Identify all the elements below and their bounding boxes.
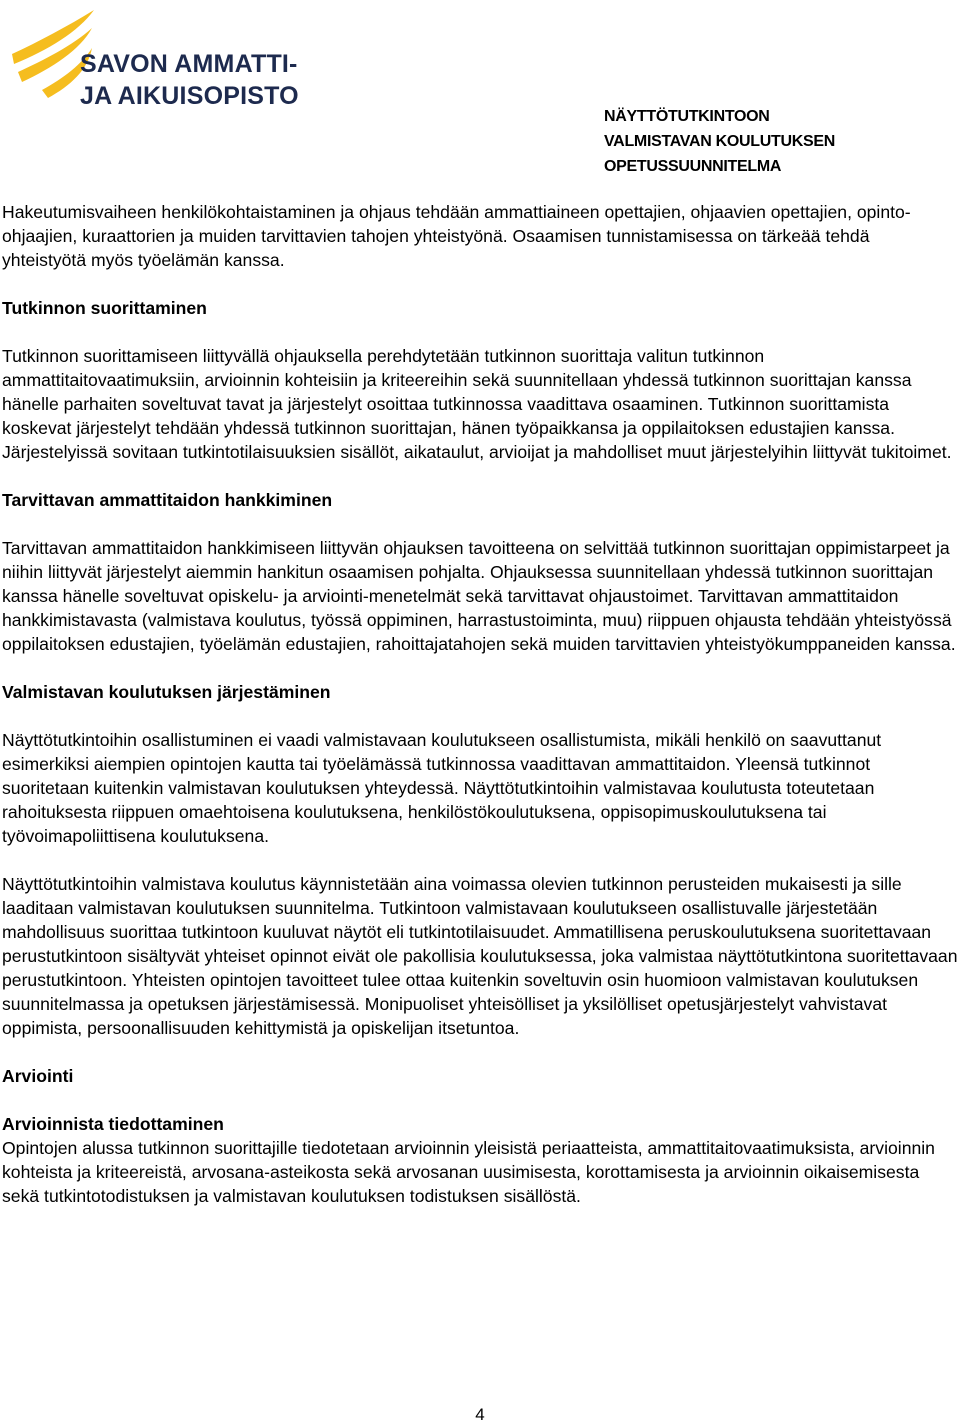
paragraph-arvioinnista-tiedottaminen: Opintojen alussa tutkinnon suorittajille tiedotetaan arvioinnin yleisistä periaatteista, ammattitaitovaatimuksista, arvioinnin kohteista ja kriteereistä, arvosana-asteikosta sekä arvosanan uusimisesta, korottamisesta ja arvioinnin oikaisemisesta sekä tutkintotodistuksen ja valmistavan koulutuksen todistuksen sisällöstä. [2, 1138, 935, 1206]
document-type-heading [604, 104, 944, 179]
logo-text-line1: SAVON AMMATTI- [80, 50, 298, 78]
paragraph-ammattitaidon-hankkiminen: Tarvittavan ammattitaidon hankkimiseen liittyvän ohjauksen tavoitteena on selvittää tutkinnon suorittajan oppimistarpeet ja niihin liittyvät järjestelyt aiemmin hankitun osaamisen pohjalta. Ohjauksessa suunnitellaan yhdessä tutkinnon suorittajan kanssa hänelle soveltuvat opiskelu- ja arviointi-menetelmät sekä tarvittavat ohjaustoimet. Tarvittavan ammattitaidon hankkimistavasta (valmistava koulutus, työssä oppiminen, harrastustoiminta, muu) riippuen ohjausta tehdään yhteistyössä oppilaitoksen edustajien, työelämän edustajien, rahoittajatahojen sekä muiden tarvittavien yhteistyökumppaneiden kanssa. [2, 538, 956, 654]
intro-paragraph: Hakeutumisvaiheen henkilökohtaistaminen ja ohjaus tehdään ammattiaineen opettajien, ohjaavien opettajien, opinto-ohjaajien, kuraattorien ja muiden tarvittavien tahojen yhteistyönä. Osaamisen tunnistamisessa on tärkeää tehdä yhteistyötä myös työelämän kanssa. [2, 202, 911, 270]
paragraph-valmistava-koulutus-1: Näyttötutkintoihin osallistuminen ei vaadi valmistavaan koulutukseen osallistumista, mikäli henkilö on saavuttanut esimerkiksi aiempien opintojen kautta tai työelämässä tutkinnossa vaadittavan ammattitaidon. Yleensä tutkinnot suoritetaan kuitenkin valmistavan koulutuksen yhteydessä. Näyttötutkintoihin valmistavaa koulutusta toteutetaan rahoituksesta riippuen omaehtoisena koulutuksena, henkilöstökoulutuksena, oppisopimuskoulutuksena tai työvoimapoliittisena koulutuksena. [2, 730, 882, 846]
section-heading-tutkinnon-suorittaminen: Tutkinnon suorittaminen [2, 298, 207, 318]
document-type-line3: OPETUSSUUNNITELMA [604, 158, 782, 175]
paragraph-valmistava-koulutus-2: Näyttötutkintoihin valmistava koulutus käynnistetään aina voimassa olevien tutkinnon perusteiden mukaisesti ja sille laaditaan valmistavan koulutuksen suunnitelma. Tutkintoon valmistavaan koulutukseen osallistuvalle järjestetään mahdollisuus suorittaa tutkintoon kuuluvat näytöt eli tutkintotilaisuudet. Ammatillisena peruskoulutuksena suoritettavaan perustutkintoon sisältyvät yhteiset opinnot eivät ole pakollisia koulutuksessa, joka valmistaa näyttötutkintona suoritettavaan perustutkintoon. Yhteisten opintojen tavoitteet tulee ottaa kuitenkin soveltuvin osin huomioon valmistavan koulutuksen suunnitelmassa ja opetuksen järjestämisessä. Monipuoliset yhteisölliset ja yksilölliset opetusjärjestelyt vahvistavat oppimista, persoonallisuuden kehittymistä ja opiskelijan itsetuntoa. [2, 874, 958, 1038]
organization-logo [8, 8, 348, 118]
document-type-line2: VALMISTAVAN KOULUTUKSEN [604, 133, 836, 150]
section-heading-valmistavan-koulutuksen-jarjestaminen: Valmistavan koulutuksen järjestäminen [2, 682, 331, 702]
logo-text-line2: JA AIKUISOPISTO [80, 82, 299, 110]
section-heading-ammattitaidon-hankkiminen: Tarvittavan ammattitaidon hankkiminen [2, 490, 333, 510]
paragraph-tutkinnon-suorittaminen: Tutkinnon suorittamiseen liittyvällä ohjauksella perehdytetään tutkinnon suorittaja valitun tutkinnon ammattitaitovaatimuksiin, arvioinnin kohteisiin ja kriteereihin sekä suunnitellaan yhdessä tutkinnon suorittajan kanssa hänelle parhaiten soveltuvat tavat ja järjestelyt osoittaa tutkinnossa vaadittava osaaminen. Tutkinnon suorittamista koskevat järjestelyt tehdään yhdessä tutkinnon suorittajan, hänen työpaikkansa ja oppilaitoksen edustajien kanssa. Järjestelyissä sovitaan tutkintotilaisuuksien sisällöt, aikataulut, arvioijat ja mahdolliset muut järjestelyihin liittyvät tukitoimet. [2, 346, 952, 462]
document-body [2, 200, 958, 1208]
section-heading-arvioinnista-tiedottaminen: Arvioinnista tiedottaminen [2, 1114, 224, 1134]
section-heading-arviointi: Arviointi [2, 1066, 74, 1086]
page-number: 4 [475, 1405, 485, 1424]
document-type-line1: NÄYTTÖTUTKINTOON [604, 108, 770, 125]
